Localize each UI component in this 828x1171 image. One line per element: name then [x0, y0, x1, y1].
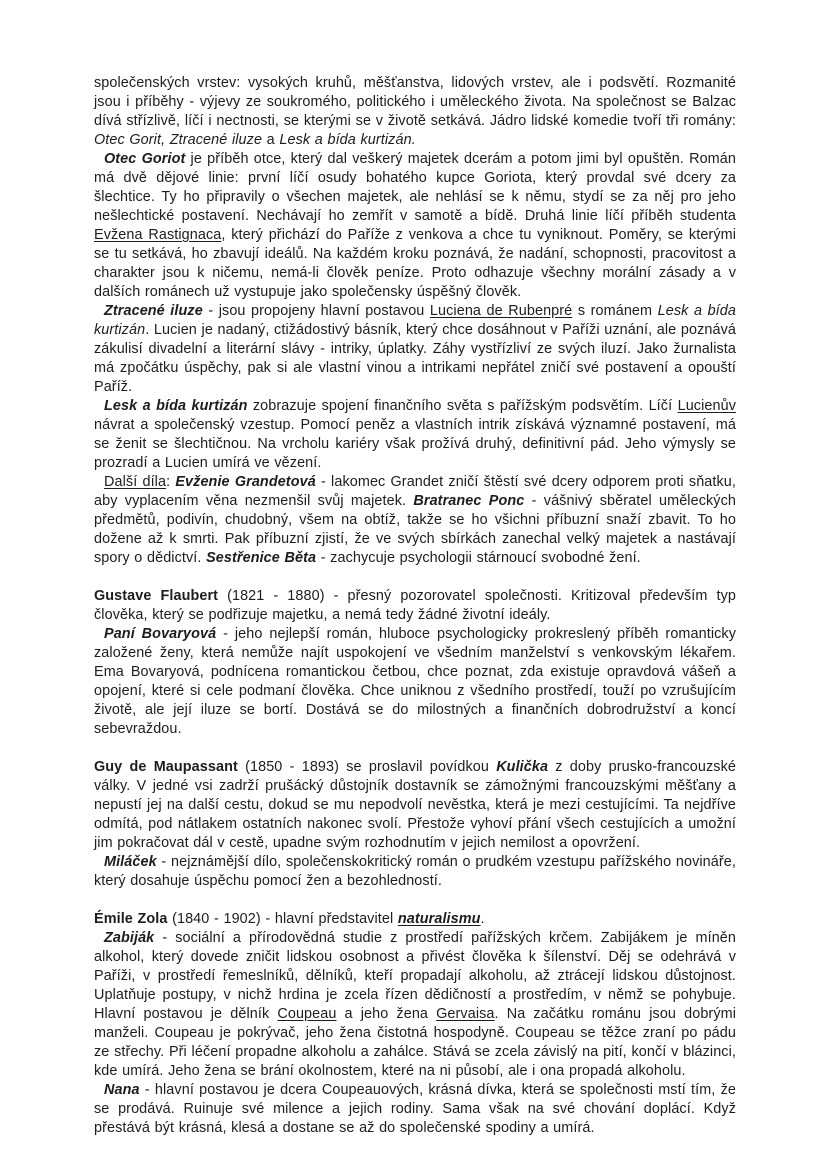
text-segment: Nana [104, 1082, 140, 1098]
text-segment: - hlavní postavou je dcera Coupeauových, krásná dívka, která se společnosti mstí tím, že se prodává. Ruinuje své milence a jejich rodiny. Sama však na své chování doplácí. Když přestává být krásná, klesá a dostane se až do společenské spodiny a umírá. [94, 1082, 736, 1136]
text-segment: Evženie Grandetová [175, 474, 316, 490]
text-segment: Gervaisa [436, 1006, 495, 1022]
text-segment: . [480, 911, 485, 927]
text-segment: Luciena de Rubenpré [429, 303, 573, 319]
para-milacek [94, 853, 736, 891]
text-segment: je příběh otce, který dal veškerý majetek dcerám a potom jimi byl opuštěn. Román má dvě dějové linie: první líčí osudy bohatého kupce Goriota, který provdal své dcery za šlechtice. Ty ho připravily o všechen majetek, ale nehlásí se k němu, stydí se za něj pro jeho nešlechtické postavení. Nechávají ho zemřít v samotě a bídě. Druhá linie líčí příběh studenta [94, 151, 736, 224]
text-segment: společenských vrstev: vysokých kruhů, měšťanstva, lidových vrstev, ale i podsvětí. Rozmanité jsou i příběhy - výjevy ze soukromého, politického i uměleckého života. Na společnost se Balzac dívá střízlivě, líčí i nectnosti, se kterými se v životě setkává. Jádro lidské komedie tvoří tři romány: [94, 75, 736, 129]
text-segment: Guy de Maupassant [94, 759, 238, 775]
text-segment: - sociální a přírodovědná studie z prostředí pařížských krčem. Zabijákem je míněn alkohol, který dovede zničit lidskou osobnost a přivést člověka k šílenství. Děj se odehrává v Paříži, v prostředí řemeslníků, dělníků, kteří propadají alkoholu, až ztrácejí lidskou důstojnost. Uplatňuje postupy, v nichž hrdina je zcela řízen dědičností a prostředím, v němž se pohybuje. Hlavní postavou je dělník [94, 930, 736, 1022]
para-zabijak [94, 929, 736, 1081]
text-segment: naturalismu [397, 911, 481, 927]
text-segment: Paní Bovaryová [104, 626, 217, 642]
text-segment: : [166, 474, 176, 490]
text-segment: - vášnivý sběratel uměleckých předmětů, podivín, chudobný, všem na obtíž, takže se ho všichni příbuzní snaží zbavit. To ho dožene až k smrti. Pak příbuzní zjistí, že ve svých sbírkách zanechal velký majetek a nastávají spory o dědictví. [94, 493, 736, 566]
text-segment: a jeho žena [336, 1006, 437, 1022]
text-segment: Další díla [104, 474, 167, 490]
text-segment: Evžena Rastignaca [94, 227, 222, 243]
text-segment: Sestřenice Běta [206, 550, 317, 566]
para-nana [94, 1081, 736, 1138]
text-segment: Kulička [496, 759, 549, 775]
para-pani-bovaryova [94, 625, 736, 739]
text-segment: Coupeau [277, 1006, 337, 1022]
text-segment: (1850 - 1893) se proslavil povídkou [237, 759, 497, 775]
para-gustave-flaubert [94, 587, 736, 625]
text-segment: - zachycuje psychologii stárnoucí svobodné žení. [316, 550, 641, 566]
text-segment: . Na začátku románu jsou dobrými manželi. Coupeau je pokrývač, jeho žena čistotná hospodyně. Coupeau se těžce zraní po pádu ze střechy. Při léčení propadne alkoholu a zahálce. Stává se zcela závislý na pití, končí v blázinci, kde umírá. Jeho žena se brání okolnostem, které na ni působí, ale i ona propadá alkoholu. [94, 1006, 736, 1079]
text-segment: . Lucien je nadaný, ctižádostivý básník, který chce dosáhnout v Paříži uznání, ale poznává zákulisí divadelní a literární slávy - intriky, úplatky. Záhy vystřízliví ze svých iluzí. Jako žurnalista má zpočátku úspěchy, pak si ale vlastní vinou a intrikami nepřátel zničí své postavení a opouští Paříž. [94, 322, 736, 395]
text-segment: Ztracené iluze [104, 303, 203, 319]
para-lesk-a-bida-kurtizan [94, 397, 736, 473]
text-segment: návrat a společenský vzestup. Pomocí peněz a vlastních intrik získává významné postavení, má se ženit se šlechtičnou. Na vrcholu kariéry však prožívá druhý, definitivní pád. Jeho výmysly se prozradí a Lucien umírá ve vězení. [94, 417, 736, 471]
text-segment: Bratranec Ponc [413, 493, 525, 509]
text-segment: a [262, 132, 280, 148]
text-segment: - jsou propojeny hlavní postavou [202, 303, 430, 319]
text-segment: s románem [572, 303, 658, 319]
text-segment: Lucienův [677, 398, 736, 414]
para-balzac-intro-continued [94, 74, 736, 150]
text-segment: - jeho nejlepší román, hluboce psychologicky prokreslený příběh romanticky založené ženy, která nemůže najít uspokojení ve všedním manželství s venkovským lékařem. Ema Bovaryová, podnícena romantickou četbou, chce poznat, zda existuje opravdová vášeň a opojení, které si cele podmaní člověka. Chce uniknou z všedního prostředí, touží po vzrušujícím životě, ale její iluze se bortí. Dostává se do milostných a finančních dobrodružství a koncí sebevraždou. [94, 626, 736, 737]
text-segment: (1840 - 1902) - hlavní představitel [167, 911, 398, 927]
para-dalsi-dila [94, 473, 736, 568]
text-segment: - nejznámější dílo, společenskokritický román o prudkém vzestupu pařížského novináře, který dosahuje úspěchu pomocí žen a bezohledností. [94, 854, 736, 889]
document-body [94, 74, 736, 1138]
text-segment: Lesk a bída kurtizán [104, 398, 248, 414]
para-guy-de-maupassant [94, 758, 736, 853]
text-segment: Émile Zola [94, 911, 168, 927]
text-segment: - lakomec Grandet zničí štěstí své dcery odporem proti sňatku, aby vyplacením věna nezmenšil svůj majetek. [94, 474, 736, 509]
text-segment: zobrazuje spojení finančního světa s pařížským podsvětím. Líčí [247, 398, 678, 414]
text-segment: Zabiják [104, 930, 155, 946]
para-otec-goriot [94, 150, 736, 302]
text-segment: Miláček [104, 854, 157, 870]
text-segment: (1821 - 1880) - přesný pozorovatel společnosti. Kritizoval především typ člověka, který se podřizuje majetku, a nemá tedy žádné životní ideály. [94, 588, 737, 623]
text-segment: Lesk a bída kurtizán [94, 303, 736, 338]
text-segment: Lesk a bída kurtizán. [279, 132, 416, 148]
text-segment: Otec Goriot [104, 151, 186, 167]
text-segment: Otec Gorit, Ztracené iluze [94, 132, 263, 148]
text-segment: , který přichází do Paříže z venkova a chce tu vyniknout. Poměry, se kterými se tu setkává, ho zbavují ideálů. Na každém kroku poznává, že nadání, schopnosti, pracovitost a charakter jsou k ničemu, nemá-li člověk peníze. Proto odhazuje všechny morální zásady a v dalších románech už vystupuje jako společensky úspěšný člověk. [94, 227, 736, 300]
para-emile-zola [94, 910, 736, 929]
para-ztracene-iluze [94, 302, 736, 397]
text-segment: z doby prusko-francouzské války. V jedné vsi zadrží prušácký důstojník dostavník se zámožnými francouzskými měšťany a nepustí jej na další cestu, dokud se mu nepodvolí nevěstka, která je mezi cestujícími. Ta nejdříve odmítá, pod nátlakem ostatních nakonec svolí. Přestože vyhoví přání všech cestujících a umožní jim pokračovat dál v cestě, upadne svým rozhodnutím v jejich nemilost a opovržení. [94, 759, 736, 851]
text-segment: Gustave Flaubert [94, 588, 219, 604]
